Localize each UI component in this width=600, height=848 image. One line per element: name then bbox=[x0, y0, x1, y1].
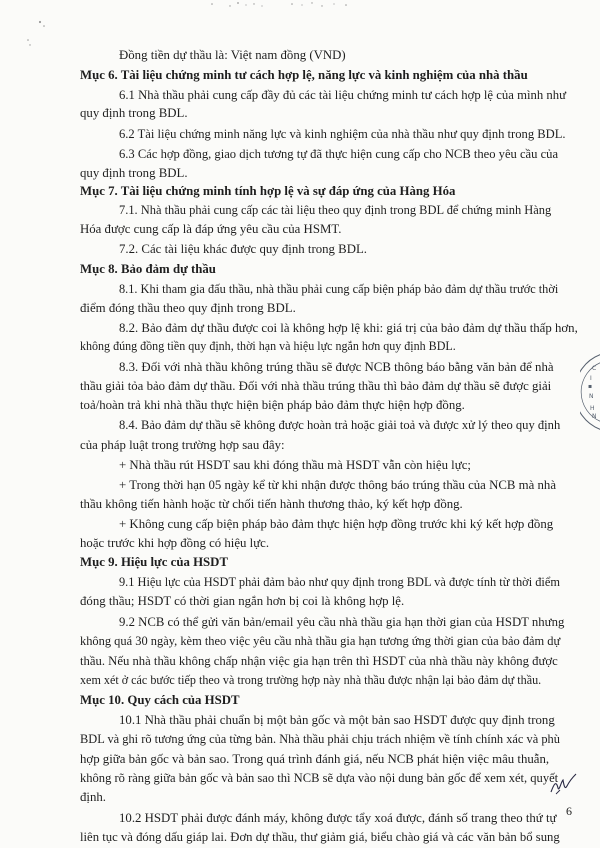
text-line: 9.2 NCB có thể gửi văn bản/email yêu cầu nhà thầu gia hạn thời gian của HSDT nhưng bbox=[119, 615, 565, 629]
text-line: 9.1 Hiệu lực của HSDT phải đảm bảo như quy định trong BDL và được tính từ thời điểm bbox=[119, 575, 560, 589]
section-heading: Mục 9. Hiệu lực của HSDT bbox=[80, 555, 229, 569]
text-line: Hóa được cung cấp là đáp ứng yêu cầu của HSMT. bbox=[80, 222, 342, 236]
text-line: liên tục và đóng dấu giáp lai. Đơn dự thầu, thư giảm giá, biểu chào giá và các văn bản bổ sung bbox=[80, 830, 560, 844]
text-line: xem xét ở các bước tiếp theo và trong trường hợp này nhà thầu được nhận lại bảo đảm dự thầu. bbox=[80, 673, 542, 687]
text-line: 7.1. Nhà thầu phải cung cấp các tài liệu theo quy định trong BDL để chứng minh Hàng bbox=[119, 203, 552, 217]
text-line: thầu. Nếu nhà thầu không chấp nhận việc gia hạn trên thì HSDT của nhà thầu này không được bbox=[80, 654, 558, 668]
text-line: 8.4. Bảo đảm dự thầu sẽ không được hoàn trả hoặc giải toả và được xử lý theo quy định bbox=[119, 418, 561, 432]
svg-text:I: I bbox=[590, 375, 592, 382]
text-line: điểm đóng thầu theo quy định trong BDL. bbox=[80, 301, 296, 315]
text-line: 8.1. Khi tham gia đấu thầu, nhà thầu phải cung cấp biện pháp bảo đảm dự thầu trước thời bbox=[119, 282, 559, 296]
svg-text:N: N bbox=[592, 413, 597, 420]
text-line: 8.2. Bảo đảm dự thầu được coi là không hợp lệ khi: giá trị của bảo đảm dự thầu thấp hơn, bbox=[119, 321, 578, 335]
text-line: không quá 30 ngày, kèm theo việc yêu cầu nhà thầu gia hạn tương ứng thời gian của bảo đảm dự bbox=[80, 634, 561, 648]
handwritten-initials bbox=[548, 772, 578, 798]
svg-text:▪: ▪ bbox=[588, 383, 593, 390]
section-heading: Mục 8. Bảo đảm dự thầu bbox=[80, 262, 216, 276]
svg-text:N: N bbox=[589, 393, 594, 400]
text-line: hoặc trước khi hợp đồng có hiệu lực. bbox=[80, 536, 270, 550]
text-line: không rõ ràng giữa bản gốc và bản sao thì NCB sẽ dựa vào nội dung bản gốc để xem xét, quyết bbox=[80, 771, 559, 785]
text-line: Đồng tiền dự thầu là: Việt nam đồng (VND) bbox=[119, 48, 346, 62]
text-line: 6.3 Các hợp đồng, giao dịch tương tự đã thực hiện cung cấp cho NCB theo yêu cầu của bbox=[119, 147, 559, 161]
text-line: BDL và ghi rõ tương ứng của từng bản. Nhà thầu phải chịu trách nhiệm về tính chính xác và phù bbox=[80, 732, 560, 746]
svg-text:C: C bbox=[592, 365, 597, 372]
text-line: 6.2 Tài liệu chứng minh năng lực và kinh nghiệm của nhà thầu như quy định trong BDL. bbox=[119, 127, 566, 141]
text-line: + Không cung cấp biện pháp bảo đảm thực hiện hợp đồng trước khi ký kết hợp đồng bbox=[119, 517, 554, 531]
stamp-seal bbox=[580, 352, 600, 432]
text-line: quy định trong BDL. bbox=[80, 106, 188, 120]
text-line: + Nhà thầu rút HSDT sau khi đóng thầu mà HSDT vẫn còn hiệu lực; bbox=[119, 458, 471, 472]
text-line: 10.2 HSDT phải được đánh máy, không được tẩy xoá được, đánh số trang theo thứ tự bbox=[119, 811, 557, 825]
text-line: của pháp luật trong trường hợp sau đây: bbox=[80, 438, 285, 452]
text-line: 7.2. Các tài liệu khác được quy định trong BDL. bbox=[119, 242, 367, 256]
text-line: + Trong thời hạn 05 ngày kể từ khi nhận được thông báo trúng thầu của NCB mà nhà bbox=[119, 478, 557, 492]
text-line: thầu giải tỏa bảo đảm dự thầu. Đối với nhà thầu trúng thầu thì bảo đảm dự thầu sẽ được giải bbox=[80, 379, 552, 393]
svg-text:H: H bbox=[590, 405, 595, 412]
text-line: thầu không tiến hành hoặc từ chối tiến hành thương thảo, ký kết hợp đồng. bbox=[80, 497, 463, 511]
text-line: quy định trong BDL. bbox=[80, 166, 188, 180]
text-line: toả/hoàn trả khi nhà thầu thực hiện biện pháp bảo đảm thực hiện hợp đồng. bbox=[80, 398, 465, 412]
text-line: định. bbox=[80, 790, 107, 804]
section-heading: Mục 7. Tài liệu chứng minh tính hợp lệ và sự đáp ứng của Hàng Hóa bbox=[80, 184, 456, 198]
section-heading: Mục 6. Tài liệu chứng minh tư cách hợp lệ, năng lực và kinh nghiệm của nhà thầu bbox=[80, 68, 528, 82]
text-line: không đúng đồng tiền quy định, thời hạn và hiệu lực ngắn hơn quy định BDL. bbox=[80, 339, 456, 353]
text-line: 8.3. Đối với nhà thầu không trúng thầu sẽ được NCB thông báo bằng văn bản để nhà bbox=[119, 360, 554, 374]
text-line: đóng thầu; HSDT có thời gian ngắn hơn bị coi là không hợp lệ. bbox=[80, 594, 405, 608]
text-line: 6.1 Nhà thầu phải cung cấp đầy đủ các tài liệu chứng minh tư cách hợp lệ của mình như bbox=[119, 88, 567, 102]
text-line: hợp giữa bản gốc và bản sao. Trong quá trình đánh giá, nếu NCB phát hiện việc mâu thuẫn, bbox=[80, 752, 550, 766]
page-number: 6 bbox=[566, 804, 572, 818]
section-heading: Mục 10. Quy cách của HSDT bbox=[80, 693, 240, 707]
text-line: 10.1 Nhà thầu phải chuẩn bị một bản gốc và một bản sao HSDT được quy định trong bbox=[119, 713, 555, 727]
